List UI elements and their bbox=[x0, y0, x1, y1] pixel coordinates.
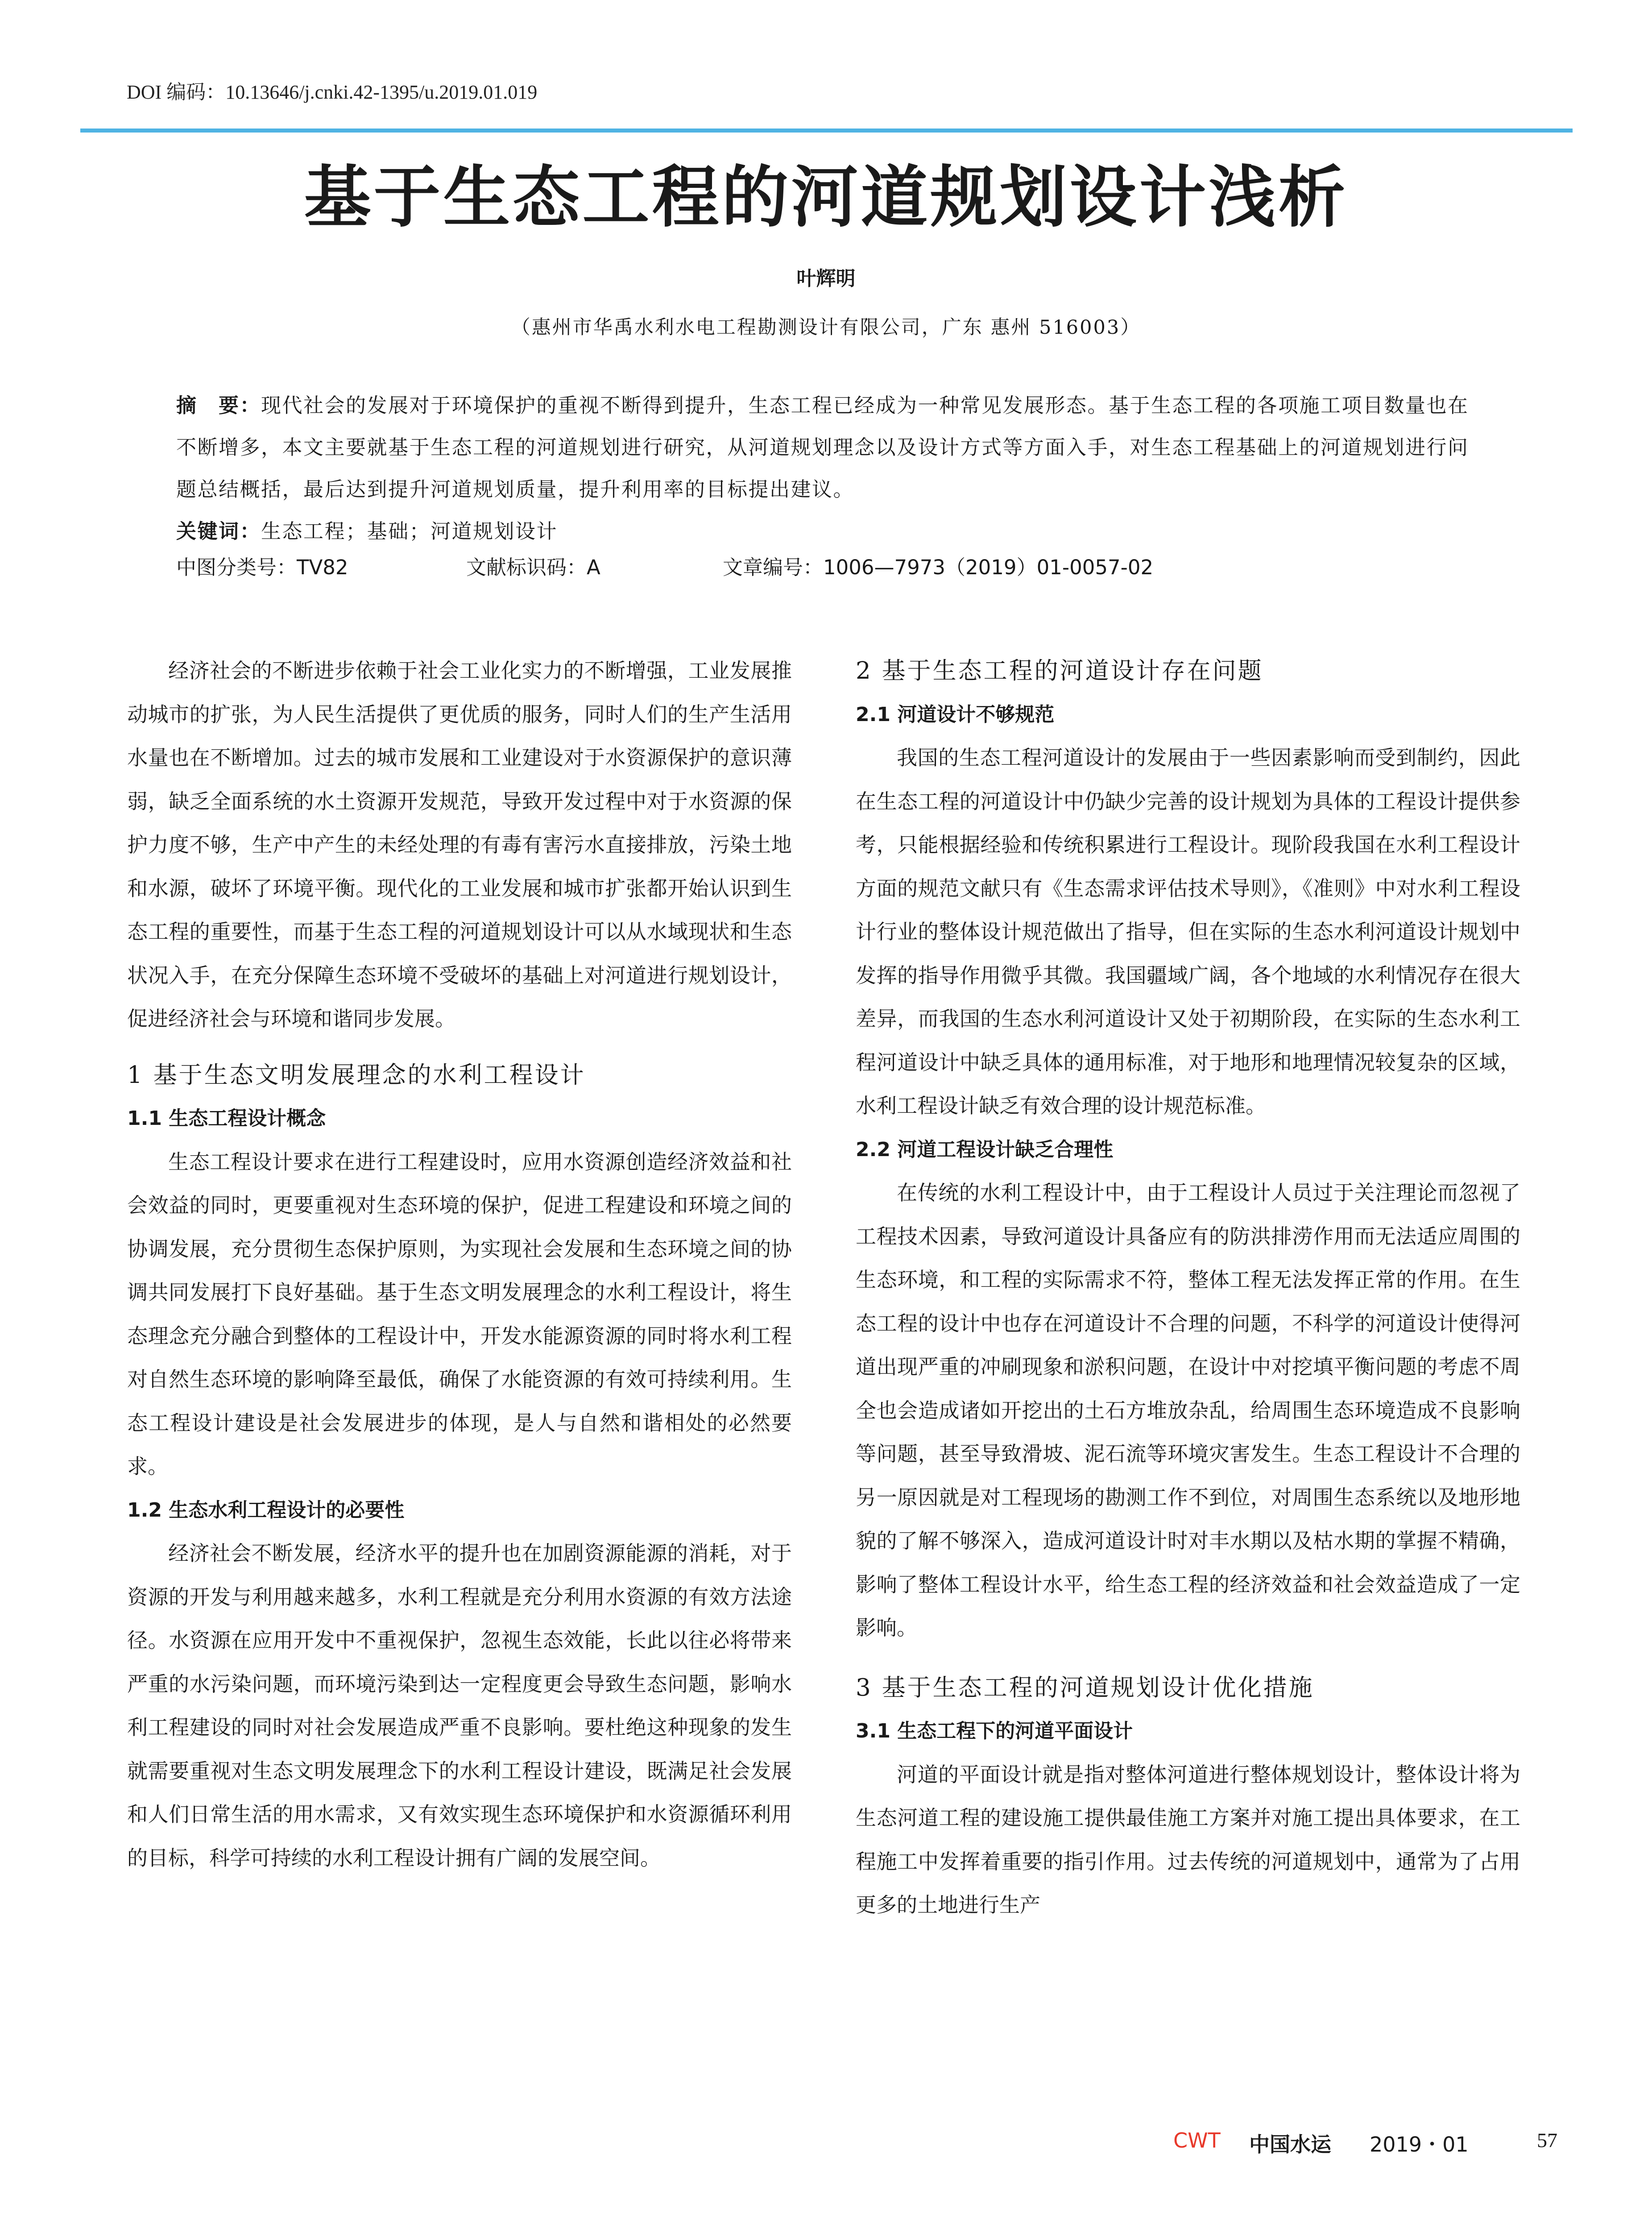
left-column bbox=[127, 649, 792, 1880]
section-1-2-heading: 1.2 生态水利工程设计的必要性 bbox=[127, 1498, 405, 1522]
intro-paragraph: 经济社会的不断进步依赖于社会工业化实力的不断增强，工业发展推动城市的扩张，为人民生活提供了更优质的服务，同时人们的生产生活用水量也在不断增加。过去的城市发展和工业建设对于水资源保护的意识薄弱，缺乏全面系统的水土资源开发规范，导致开发过程中对于水资源的保护力度不够，生产中产生的未经处理的有毒有害污水直接排放，污染土地和水源，破坏了环境平衡。现代化的工业发展和城市扩张都开始认识到生态工程的重要性，而基于生态工程的河道规划设计可以从水域现状和生态状况入手，在充分保障生态环境不受破坏的基础上对河道进行规划设计，促进经济社会与环境和谐同步发展。 bbox=[127, 659, 792, 1031]
cwt-logo: CWT bbox=[1173, 2128, 1221, 2152]
section-1-heading: 1 基于生态文明发展理念的水利工程设计 bbox=[127, 1061, 586, 1089]
section-2-2-text: 在传统的水利工程设计中，由于工程设计人员过于关注理论而忽视了工程技术因素，导致河道设计具备应有的防洪排涝作用而无法适应周围的生态环境，和工程的实际需求不符，整体工程无法发挥正常的作用。在生态工程的设计中也存在河道设计不合理的问题，不科学的河道设计使得河道出现严重的冲刷现象和淤积问题，在设计中对挖填平衡问题的考虑不周全也会造成诸如开挖出的土石方堆放杂乱，给周围生态环境造成不良影响等问题，甚至导致滑坡、泥石流等环境灾害发生。生态工程设计不合理的另一原因就是对工程现场的勘测工作不到位，对周围生态系统以及地形地貌的了解不够深入，造成河道设计时对丰水期以及枯水期的掌握不精确，影响了整体工程设计水平，给生态工程的经济效益和社会效益造成了一定影响。 bbox=[856, 1181, 1520, 1640]
section-1-1-text: 生态工程设计要求在进行工程建设时，应用水资源创造经济效益和社会效益的同时，更要重视对生态环境的保护，促进工程建设和环境之间的协调发展，充分贯彻生态保护原则，为实现社会发展和生态环境之间的协调共同发展打下良好基础。基于生态文明发展理念的水利工程设计，将生态理念充分融合到整体的工程设计中，开发水能源资源的同时将水利工程对自然生态环境的影响降至最低，确保了水能资源的有效可持续利用。生态工程设计建设是社会发展进步的体现，是人与自然和谐相处的必然要求。 bbox=[127, 1149, 792, 1478]
right-column bbox=[856, 649, 1520, 1927]
article-title: 基于生态工程的河道规划设计浅析 bbox=[304, 158, 1348, 236]
section-2-1-text: 我国的生态工程河道设计的发展由于一些因素影响而受到制约，因此在生态工程的河道设计中仍缺少完善的设计规划为具体的工程设计提供参考，只能根据经验和传统积累进行工程设计。现阶段我国在水利工程设计方面的规范文献只有《生态需求评估技术导则》，《准则》中对水利工程设计行业的整体设计规范做出了指导，但在实际的生态水利河道设计规划中发挥的指导作用微乎其微。我国疆域广阔，各个地域的水利情况存在很大差异，而我国的生态水利河道设计又处于初期阶段，在实际的生态水利工程河道设计中缺乏具体的通用标准，对于地形和地理情况较复杂的区域，水利工程设计缺乏有效合理的设计规范标准。 bbox=[856, 746, 1520, 1118]
section-3-heading: 3 基于生态工程的河道规划设计优化措施 bbox=[856, 1674, 1314, 1701]
section-3-1-text: 河道的平面设计就是指对整体河道进行整体规划设计，整体设计将为生态河道工程的建设施工提供最佳施工方案并对施工提出具体要求，在工程施工中发挥着重要的指引作用。过去传统的河道规划中，通常为了占用更多的土地进行生产 bbox=[856, 1762, 1520, 1917]
clc-number: 中图分类号：TV82 bbox=[176, 556, 348, 579]
section-3-1-heading: 3.1 生态工程下的河道平面设计 bbox=[856, 1720, 1133, 1742]
section-2-2-heading: 2.2 河道工程设计缺乏合理性 bbox=[856, 1138, 1114, 1161]
issue-number: 2019・01 bbox=[1370, 2132, 1469, 2156]
section-2-heading: 2 基于生态工程的河道设计存在问题 bbox=[856, 657, 1263, 684]
abstract-text: 现代社会的发展对于环境保护的重视不断得到提升，生态工程已经成为一种常见发展形态。基于生态工程的各项施工项目数量也在不断增多，本文主要就基于生态工程的河道规划进行研究，从河道规划理念以及设计方式等方面入手，对生态工程基础上的河道规划进行问题总结概括，最后达到提升河道规划质量，提升利用率的目标提出建议。 bbox=[176, 394, 1469, 501]
document-code: 文献标识码：A bbox=[466, 556, 600, 579]
abstract-block bbox=[176, 385, 1474, 552]
abstract-label: 摘 要： bbox=[176, 394, 261, 417]
affiliation: （惠州市华禹水利水电工程勘测设计有限公司，广东 惠州 516003） bbox=[511, 316, 1141, 339]
section-2-1-heading: 2.1 河道设计不够规范 bbox=[856, 703, 1055, 726]
keywords bbox=[176, 510, 1474, 552]
author-name: 叶辉明 bbox=[796, 267, 856, 290]
section-1-2-text: 经济社会不断发展，经济水平的提升也在加剧资源能源的消耗，对于资源的开发与利用越来越多，水利工程就是充分利用水资源的有效方法途径。水资源在应用开发中不重视保护，忽视生态效能，长此以往必将带来严重的水污染问题，而环境污染到达一定程度更会导致生态问题，影响水利工程建设的同时对社会发展造成严重不良影响。要杜绝这种现象的发生就需要重视对生态文明发展理念下的水利工程设计建设，既满足社会发展和人们日常生活的用水需求，又有效实现生态环境保护和水资源循环利用的目标，科学可持续的水利工程设计拥有广阔的发展空间。 bbox=[127, 1541, 792, 1870]
header-rule bbox=[80, 129, 1573, 133]
keywords-text: 生态工程；基础；河道规划设计 bbox=[261, 519, 558, 543]
keywords-label: 关键词： bbox=[176, 519, 261, 543]
page-number: 57 bbox=[1537, 2129, 1557, 2152]
section-1-1-heading: 1.1 生态工程设计概念 bbox=[127, 1107, 326, 1130]
page-footer bbox=[1160, 2128, 1570, 2160]
journal-name: 中国水运 bbox=[1249, 2132, 1331, 2156]
article-number: 文章编号：1006—7973（2019）01-0057-02 bbox=[723, 556, 1154, 579]
doi-line: DOI 编码：10.13646/j.cnki.42-1395/u.2019.01.019 bbox=[127, 81, 538, 103]
abstract bbox=[176, 385, 1474, 510]
